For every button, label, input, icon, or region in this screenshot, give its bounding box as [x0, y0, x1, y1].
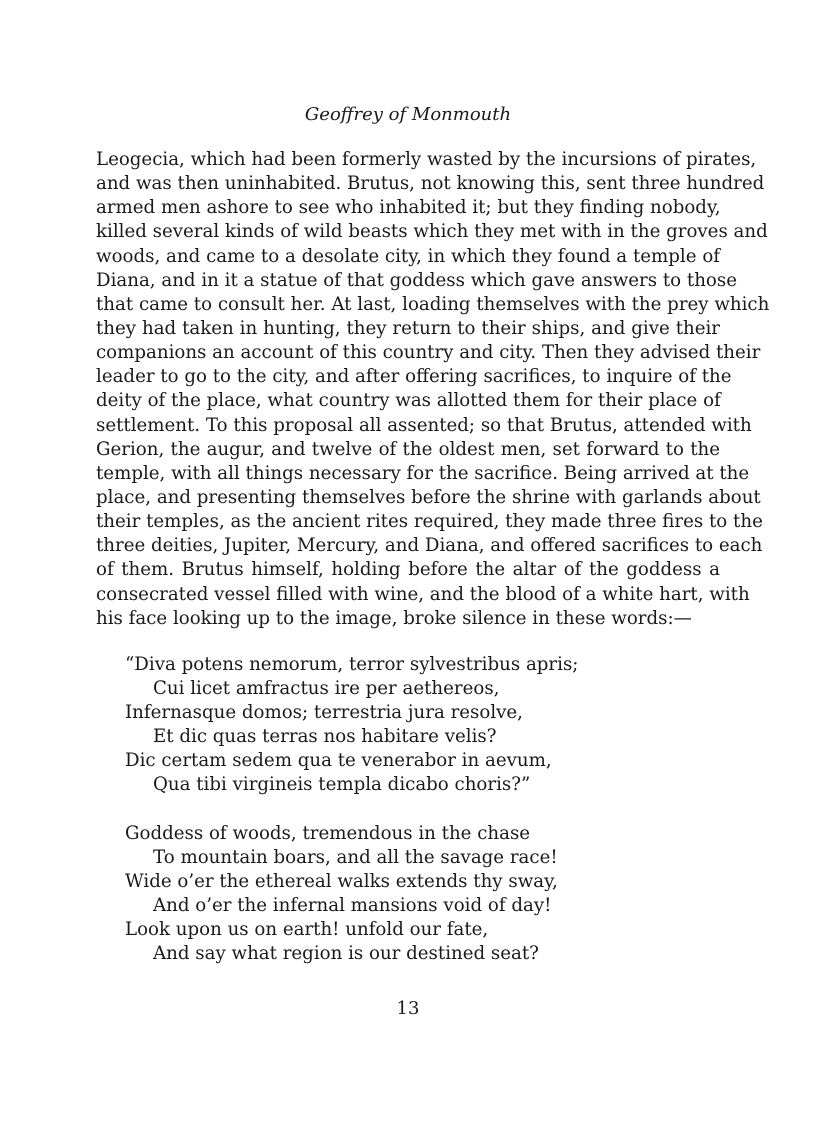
verse-line: And o’er the infernal mansions void of day! [153, 895, 552, 917]
prose-line: settlement. To this proposal all assented; so that Brutus, attended with [96, 414, 752, 436]
running-header: Geoffrey of Monmouth [304, 104, 512, 125]
prose-line: his face looking up to the image, broke silence in these words:— [96, 607, 692, 629]
prose-line: leader to go to the city, and after offering sacrifices, to inquire of the [96, 366, 732, 388]
prose-line: place, and presenting themselves before the shrine with garlands about [96, 486, 761, 508]
verse-line: Dic certam sedem qua te venerabor in aevum, [125, 750, 552, 772]
page-number: 13 [396, 998, 420, 1019]
verse-line: “Diva potens nemorum, terror sylvestribus apris; [125, 654, 579, 675]
prose-line: Leogecia, which had been formerly wasted by the incursions of pirates, [96, 149, 757, 170]
verse-line: Infernasque domos; terrestria jura resolve, [125, 702, 523, 724]
prose-line: companions an account of this country and city. Then they advised their [96, 342, 761, 364]
prose-line: deity of the place, what country was allotted them for their place of [96, 390, 721, 412]
prose-line: and was then uninhabited. Brutus, not knowing this, sent three hundred [96, 173, 765, 195]
prose-line: three deities, Jupiter, Mercury, and Diana, and offered sacrifices to each [96, 535, 763, 557]
verse-line: Wide o’er the ethereal walks extends thy sway, [125, 871, 558, 893]
prose-line: of them. Brutus himself, holding before the altar of the goddess a [96, 559, 720, 581]
prose-line: killed several kinds of wild beasts which they met with in the groves and [96, 221, 768, 243]
verse-line: Qua tibi virgineis templa dicabo choris?” [153, 774, 531, 796]
verse-line: Goddess of woods, tremendous in the chase [125, 823, 531, 844]
prose-line: that came to consult her. At last, loading themselves with the prey which [96, 293, 770, 315]
prose-line: Diana, and in it a statue of that goddess which gave answers to those [96, 269, 737, 291]
prose-paragraph [96, 148, 770, 631]
prose-line: consecrated vessel filled with wine, and the blood of a white hart, with [96, 583, 750, 605]
prose-line: they had taken in hunting, they return to their ships, and give their [96, 317, 720, 339]
prose-line: Gerion, the augur, and twelve of the oldest men, set forward to the [96, 438, 720, 460]
verse-line: To mountain boars, and all the savage race! [153, 847, 558, 869]
prose-line: their temples, as the ancient rites required, they made three fires to the [96, 511, 763, 533]
prose-line: woods, and came to a desolate city, in which they found a temple of [96, 245, 720, 267]
english-verse-stanza [125, 822, 725, 967]
verse-line: Cui licet amfractus ire per aethereos, [153, 678, 500, 700]
prose-line: armed men ashore to see who inhabited it; but they finding nobody, [96, 197, 721, 219]
verse-line: And say what region is our destined seat? [153, 943, 539, 965]
verse-line: Et dic quas terras nos habitare velis? [153, 726, 497, 748]
verse-line: Look upon us on earth! unfold our fate, [125, 919, 489, 941]
prose-line: temple, with all things necessary for the sacrifice. Being arrived at the [96, 462, 750, 484]
latin-verse-stanza [125, 653, 725, 798]
